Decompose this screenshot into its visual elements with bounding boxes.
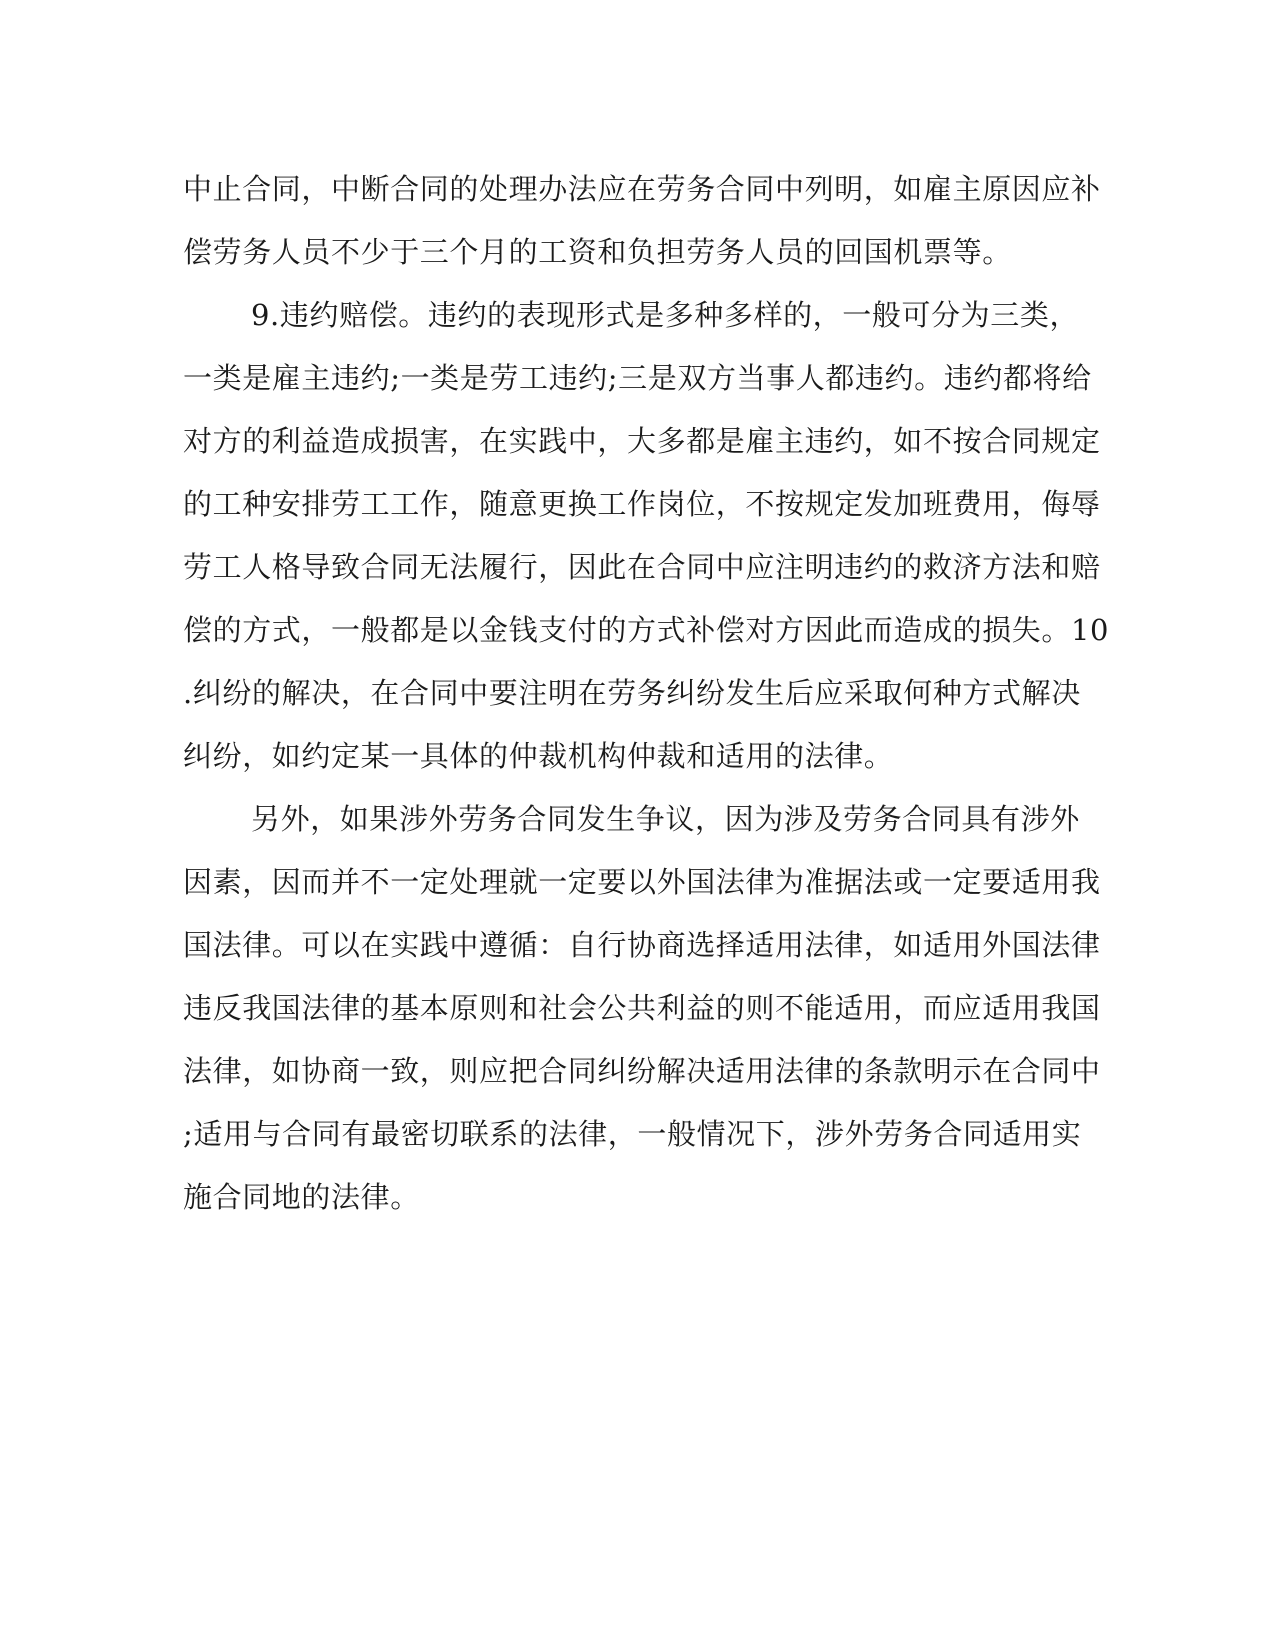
text-line: 9.违约赔偿。违约的表现形式是多种多样的，一般可分为三类， bbox=[251, 298, 1080, 332]
text-line: 施合同地的法律。 bbox=[183, 1180, 420, 1214]
text-line: 偿劳务人员不少于三个月的工资和负担劳务人员的回国机票等。 bbox=[183, 235, 1012, 269]
text-line: 违反我国法律的基本原则和社会公共利益的则不能适用，而应适用我国 bbox=[183, 991, 1101, 1025]
paragraph-breach-compensation bbox=[183, 284, 1110, 788]
text-line: 劳工人格导致合同无法履行，因此在合同中应注明违约的救济方法和赔 bbox=[183, 550, 1101, 584]
paragraph-applicable-law bbox=[183, 788, 1103, 1229]
text-line: 国法律。可以在实践中遵循：自行协商选择适用法律，如适用外国法律 bbox=[183, 928, 1101, 962]
text-line: .纠纷的解决，在合同中要注明在劳务纠纷发生后应采取何种方式解决 bbox=[183, 676, 1081, 710]
document-body bbox=[183, 158, 1110, 1229]
text-line: 法律，如协商一致，则应把合同纠纷解决适用法律的条款明示在合同中 bbox=[183, 1054, 1101, 1088]
text-line: 纠纷，如约定某一具体的仲裁机构仲裁和适用的法律。 bbox=[183, 739, 894, 773]
text-line: 对方的利益造成损害，在实践中，大多都是雇主违约，如不按合同规定 bbox=[183, 424, 1101, 458]
text-line: 因素，因而并不一定处理就一定要以外国法律为准据法或一定要适用我 bbox=[183, 865, 1101, 899]
text-line: 另外，如果涉外劳务合同发生争议，因为涉及劳务合同具有涉外 bbox=[251, 802, 1080, 836]
text-line: 一类是雇主违约;一类是劳工违约;三是双方当事人都违约。违约都将给 bbox=[183, 361, 1092, 395]
text-line: ;适用与合同有最密切联系的法律，一般情况下，涉外劳务合同适用实 bbox=[183, 1117, 1082, 1151]
paragraph-contract-termination bbox=[183, 158, 1103, 284]
text-line: 的工种安排劳工工作，随意更换工作岗位，不按规定发加班费用，侮辱 bbox=[183, 487, 1101, 521]
text-line: 中止合同，中断合同的处理办法应在劳务合同中列明，如雇主原因应补 bbox=[183, 172, 1101, 206]
text-line: 偿的方式，一般都是以金钱支付的方式补偿对方因此而造成的损失。10 bbox=[183, 613, 1110, 647]
